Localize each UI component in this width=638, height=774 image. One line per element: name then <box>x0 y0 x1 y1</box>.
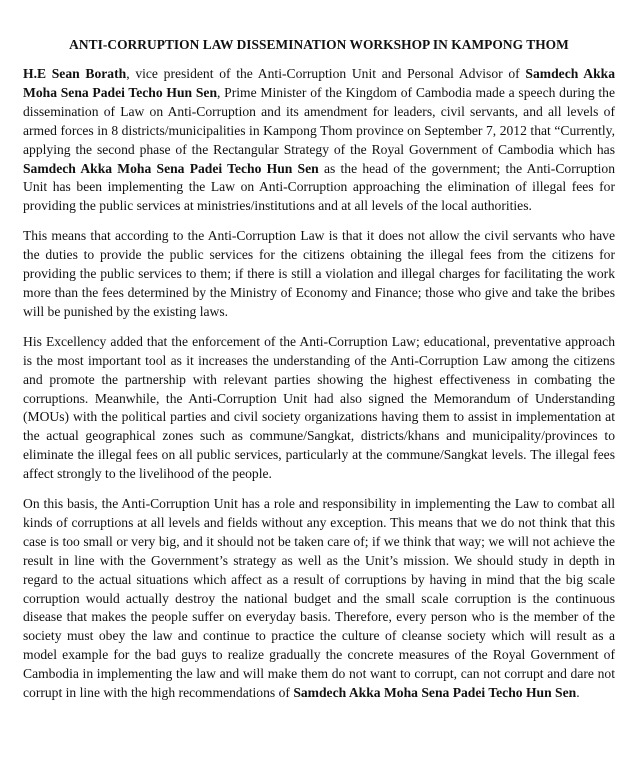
document-title: ANTI-CORRUPTION LAW DISSEMINATION WORKSHOP IN KAMPONG THOM <box>69 37 569 52</box>
paragraph-1-text-b: , Prime Minister of the Kingdom of Cambodia made a speech during the dissemination of Law on Anti-Corruption and its amendment for leaders, civil servants, and all levels of armed forces in 8 districts/municipalities in Kampong Thom province on September 7, 2012 that “Currently, applying the second phase of the Rectangular Strategy of the Royal Government of Cambodia which has <box>23 84 615 157</box>
paragraph-4-end: . <box>576 685 580 701</box>
speaker-name: H.E Sean Borath <box>23 66 127 81</box>
paragraph-1-text-a: , vice president of the Anti-Corruption Unit and Personal Advisor of <box>126 66 526 81</box>
paragraph-1-text-c: as the head of the government; the Anti-Corruption Unit has been implementing the Law on Anti-Corruption approaching the elimination of illegal fees for providing the public services at ministries/institutions and at all levels of the local authorities. <box>23 160 615 214</box>
prime-minister-name: Samdech Akka Moha Sena Padei Techo Hun Sen <box>23 66 615 100</box>
paragraph-3: His Excellency added that the enforcement of the Anti-Corruption Law; educational, preventative approach is the most important tool as it increases the understanding of the Anti-Corruption Law among the citizens and promote the partnership with relevant parties showing the highest effectiveness in combating the corruptions. Meanwhile, the Anti-Corruption Unit had also signed the Memorandum of Understanding (MOUs) with the political parties and civil society organizations having them to assist in implementation at the actual geographical zones such as commune/Sangkat, districts/khans and municipality/provinces to eliminate the illegal fees on all public services, particularly at the commune/Sangkat levels. The illegal fees affect strongly to the livelihood of the people. <box>23 333 615 482</box>
paragraph-4 <box>23 495 615 703</box>
prime-minister-name-2: Samdech Akka Moha Sena Padei Techo Hun Sen <box>23 160 319 176</box>
paragraph-1 <box>23 65 615 216</box>
paragraph-4-text: On this basis, the Anti-Corruption Unit has a role and responsibility in implementing the Law to combat all kinds of corruptions at all levels and fields without any exception. This means that we do not think that this case is too small or very big, and it should not be taken care of; if we think that way; we will not achieve the result in line with the Government’s strategy as well as the Unit’s mission. We should study in depth in regard to the actual situations which affect as a result of corruptions by having in mind that the big scale corruption would actually destroy the national budget and the small scale corruption is the continuous disease that makes the people suffer on everyday basis. Therefore, every person who is the member of the society must obey the law and continue to practice the culture of cleanse society which will result as a model example for the bad guys to realize gradually the concrete measures of the Royal Government of Cambodia in implementing the law and will make them do not want to corrupt, can not corrupt and dare not corrupt in line with the high recommendations of <box>23 496 615 701</box>
prime-minister-name-3: Samdech Akka Moha Sena Padei Techo Hun Sen <box>293 685 577 701</box>
paragraph-2: This means that according to the Anti-Corruption Law is that it does not allow the civil servants who have the duties to provide the public services for the citizens obtaining the illegal fees from the citizens for providing the public services to them; if there is still a violation and illegal charges for facilitating the work more than the fees determined by the Ministry of Economy and Finance; those who give and take the bribes will be punished by the existing laws. <box>23 228 615 319</box>
